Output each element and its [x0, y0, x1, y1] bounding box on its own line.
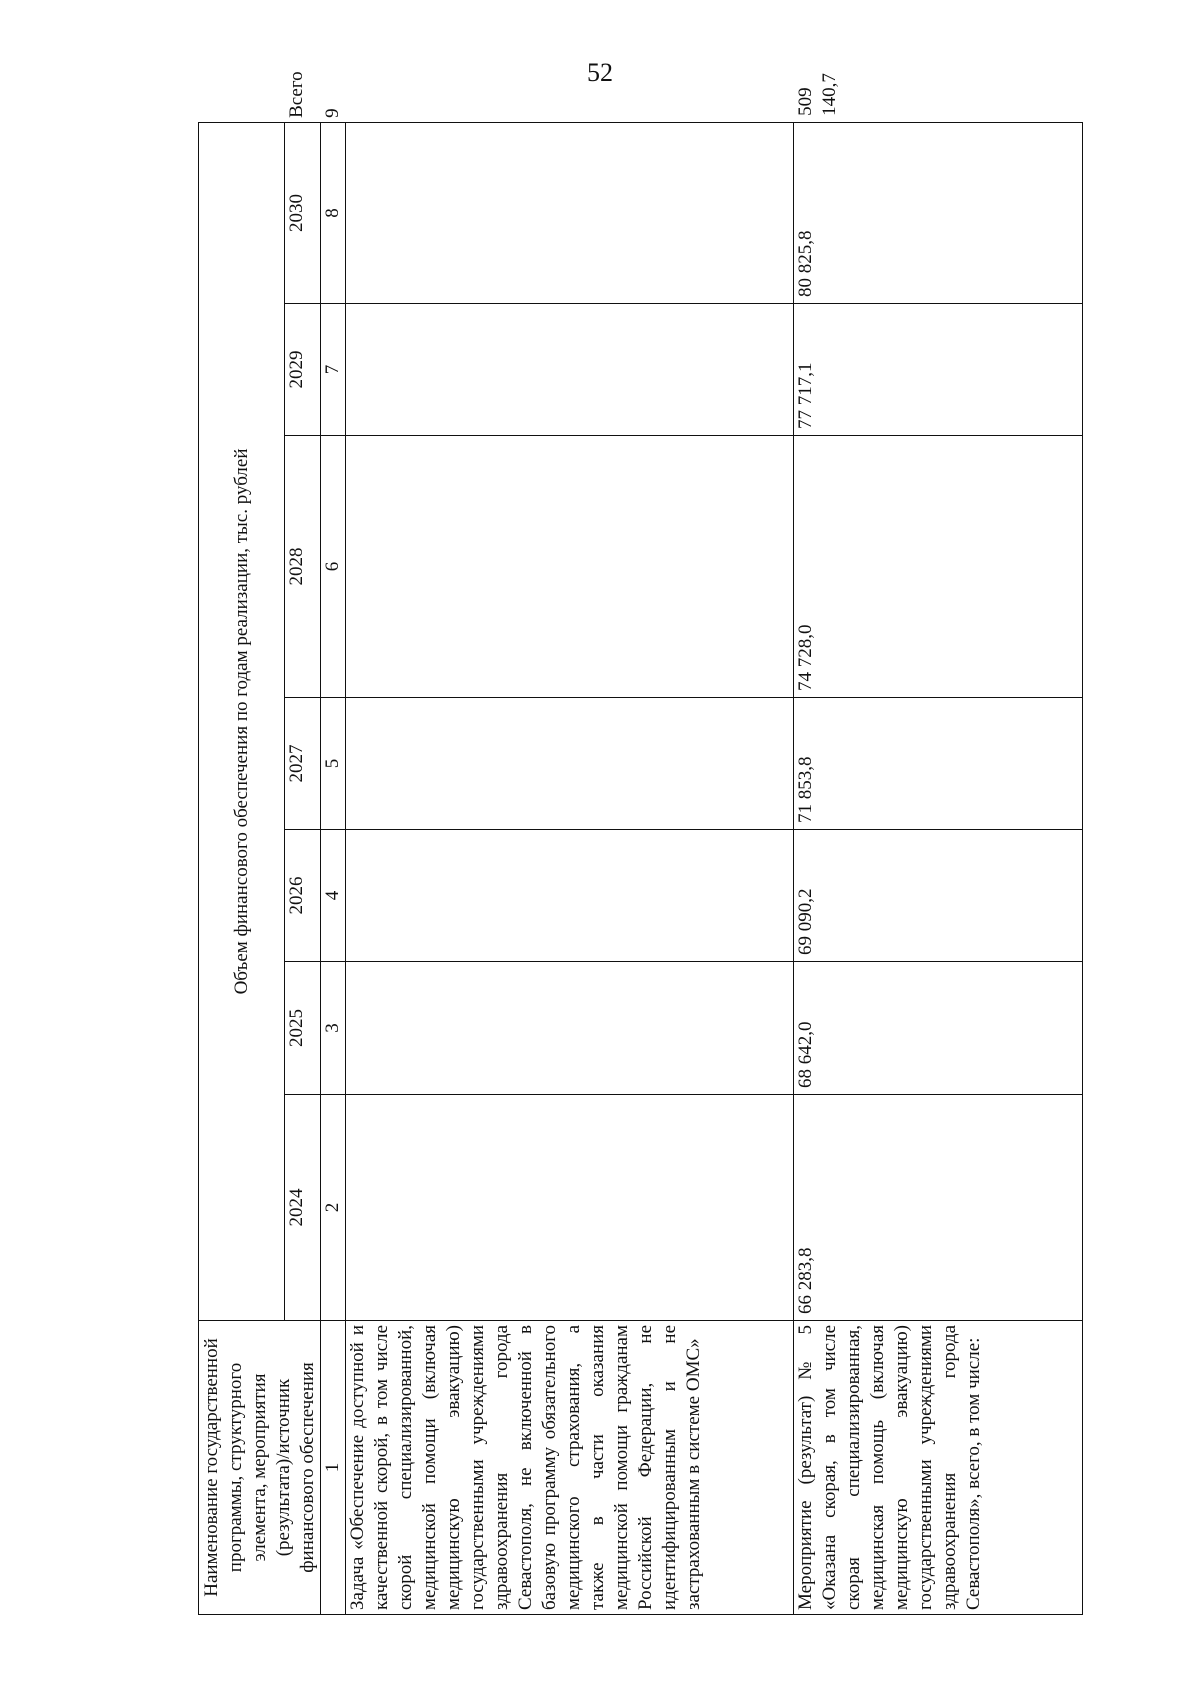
value-cell-2024: 66 283,8: [794, 1094, 1083, 1320]
value-cell: [346, 697, 794, 829]
name-column-header: Наименование государственной программы, структурного элемента, мероприятия (результата)/источник финансового обеспечения: [199, 1320, 321, 1614]
column-number-2: 2: [321, 1094, 346, 1320]
year-header-2030: 2030: [285, 122, 321, 303]
value-cell-2029: 77 717,1: [794, 303, 1083, 435]
value-cell: [346, 122, 794, 303]
year-header-2025: 2025: [285, 961, 321, 1094]
value-cell: [346, 829, 794, 961]
measure-name-cell: Мероприятие (результат) № 5 «Оказана скорая, в том числе скорая специализированная, медицинская помощь (включая медицинскую эвакуацию) государственными учреждениями здравоохранения города Севастополя», всего, в том числе:: [794, 1320, 1083, 1614]
column-number-3: 3: [321, 961, 346, 1094]
table-row: Мероприятие (результат) № 5 «Оказана скорая, в том числе скорая специализированная, медицинская помощь (включая медицинскую эвакуацию) государственными учреждениями здравоохранения города Севастополя», всего, в том числе: 66 283,8 68 642,0 69 090,2 71 853,8 74 728,0 77 717,1 80 825,8 509 140,7: [794, 122, 1083, 1614]
column-number-1: 1: [321, 1320, 346, 1614]
value-cell-2027: 71 853,8: [794, 697, 1083, 829]
task-name-cell: Задача «Обеспечение доступной и качественной скорой, в том числе скорой специализированной, медицинской помощи (включая медицинскую эвакуацию) государственными учреждениями здравоохранения города Севастополя, не включенной в базовую программу обязательного медицинского страхования, а также в части оказания медицинской помощи гражданам Российской Федерации, не идентифицированным и не застрахованным в системе ОМС»: [346, 1320, 794, 1614]
table-row: [346, 122, 794, 1614]
column-number-5: 5: [321, 697, 346, 829]
value-cell: [346, 435, 794, 697]
financing-table: Наименование государственной программы, структурного элемента, мероприятия (результата)/источник финансового обеспечения Объем финансового обеспечения по годам реализации, тыс. рублей 2024 2025 2026 2027 2028 2029 2030 Всего 1 2 3 4 5 6 7 8 9 Задача «Обеспечение доступной и качественной скорой, в том числе скорой специализированной, медицинской помощи (включая медицинскую эвакуацию) государственными учреждениями здравоохранения города Севастополя, не включенной в базовую программу обязательного медицинского страхования, а также в части оказания медицинской помощи гражданам Российской Федерации, не идентифицированным и не застрахованным в системе ОМС» Мероприятие (результат) № 5 «Оказана скорая, в том числе скорая специализированная, медицинская помощь (включая медицинскую эвакуацию) государственными учреждениями здравоохранения города Севастополя», всего, в том числе: 66 283,8 68 642,0 69 090,2 71 853,8 74 728,0 77 717,1 80 825,8 509 140,7: [198, 122, 1083, 1615]
value-cell-2028: 74 728,0: [794, 435, 1083, 697]
value-cell: [346, 961, 794, 1094]
value-cell: [346, 303, 794, 435]
year-header-2029: 2029: [285, 303, 321, 435]
value-cell: [346, 1094, 794, 1320]
volume-column-header: Объем финансового обеспечения по годам реализации, тыс. рублей: [199, 122, 285, 1320]
year-header-2026: 2026: [285, 829, 321, 961]
value-cell-2030: 80 825,8: [794, 122, 1083, 303]
year-header-2027: 2027: [285, 697, 321, 829]
column-number-6: 6: [321, 435, 346, 697]
column-number-7: 7: [321, 303, 346, 435]
year-header-2024: 2024: [285, 1094, 321, 1320]
column-number-8: 8: [321, 122, 346, 303]
year-header-2028: 2028: [285, 435, 321, 697]
value-cell-2025: 68 642,0: [794, 961, 1083, 1094]
rotated-table-container: [198, 71, 1079, 1615]
financing-table-frame: [198, 71, 1079, 1615]
column-number-4: 4: [321, 829, 346, 961]
value-cell-2026: 69 090,2: [794, 829, 1083, 961]
page-number: 52: [587, 58, 613, 87]
